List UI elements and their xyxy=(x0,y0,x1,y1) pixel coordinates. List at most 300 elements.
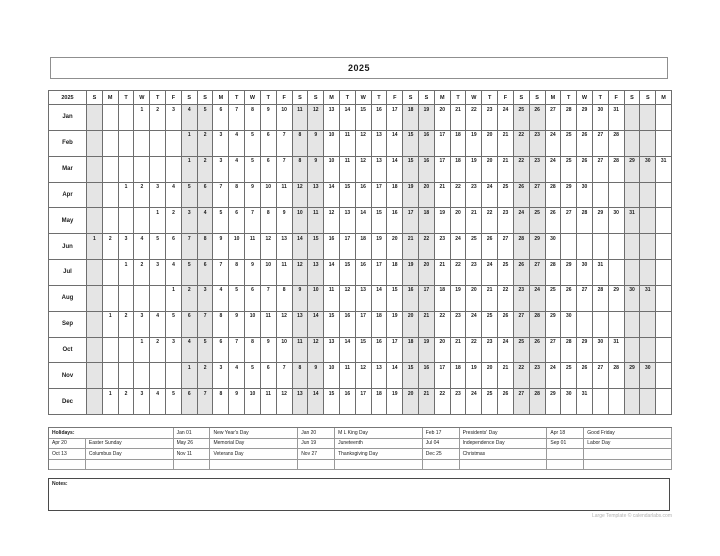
day-cell: 3 xyxy=(166,105,182,131)
day-cell: 9 xyxy=(261,338,277,364)
day-cell xyxy=(625,260,641,286)
day-cell xyxy=(577,234,593,260)
day-cell: 3 xyxy=(213,363,229,389)
day-cell: 21 xyxy=(498,157,514,183)
day-cell: 5 xyxy=(245,131,261,157)
day-of-week-header: F xyxy=(498,91,514,105)
day-cell: 15 xyxy=(403,157,419,183)
day-cell: 28 xyxy=(593,286,609,312)
day-cell: 12 xyxy=(340,286,356,312)
day-cell xyxy=(87,363,103,389)
day-cell: 31 xyxy=(625,208,641,234)
day-cell: 1 xyxy=(119,260,135,286)
day-cell xyxy=(640,338,656,364)
day-cell xyxy=(577,312,593,338)
day-cell: 2 xyxy=(198,157,214,183)
day-of-week-header: S xyxy=(403,91,419,105)
day-cell xyxy=(103,286,119,312)
day-cell xyxy=(150,157,166,183)
day-cell: 8 xyxy=(229,260,245,286)
day-cell: 11 xyxy=(308,208,324,234)
day-cell xyxy=(640,234,656,260)
day-of-week-header: S xyxy=(198,91,214,105)
day-cell: 12 xyxy=(308,338,324,364)
day-cell xyxy=(625,131,641,157)
day-cell: 15 xyxy=(403,363,419,389)
day-cell: 13 xyxy=(293,389,309,415)
day-cell: 25 xyxy=(561,131,577,157)
holiday-date: Sep 01 xyxy=(547,439,584,450)
notes-box xyxy=(48,478,670,511)
day-cell: 11 xyxy=(245,234,261,260)
day-cell: 4 xyxy=(166,260,182,286)
holiday-date: Feb 17 xyxy=(423,428,460,439)
day-cell xyxy=(103,338,119,364)
day-cell: 8 xyxy=(277,286,293,312)
day-cell: 8 xyxy=(245,105,261,131)
holiday-name: Veterans Day xyxy=(210,449,298,460)
day-cell: 14 xyxy=(356,208,372,234)
day-cell: 19 xyxy=(403,183,419,209)
day-cell: 31 xyxy=(640,286,656,312)
day-cell: 24 xyxy=(546,363,562,389)
day-cell: 11 xyxy=(340,131,356,157)
day-cell: 26 xyxy=(577,363,593,389)
day-cell xyxy=(103,131,119,157)
month-label-mar: Mar xyxy=(49,157,87,183)
holidays-table xyxy=(48,427,672,470)
year-title-text: 2025 xyxy=(347,63,371,73)
day-cell: 15 xyxy=(372,208,388,234)
day-cell: 28 xyxy=(609,157,625,183)
day-of-week-header: S xyxy=(308,91,324,105)
holiday-date xyxy=(298,460,335,471)
day-cell: 23 xyxy=(466,183,482,209)
day-cell: 20 xyxy=(419,183,435,209)
day-cell: 12 xyxy=(356,131,372,157)
day-cell: 6 xyxy=(166,234,182,260)
day-cell: 9 xyxy=(308,157,324,183)
day-cell: 11 xyxy=(293,338,309,364)
day-cell: 21 xyxy=(403,234,419,260)
month-label-aug: Aug xyxy=(49,286,87,312)
day-cell: 22 xyxy=(435,312,451,338)
day-cell: 3 xyxy=(150,260,166,286)
day-cell xyxy=(87,286,103,312)
day-cell xyxy=(609,183,625,209)
day-cell xyxy=(640,208,656,234)
day-cell: 28 xyxy=(546,260,562,286)
day-cell xyxy=(593,234,609,260)
day-cell xyxy=(103,183,119,209)
month-label-nov: Nov xyxy=(49,363,87,389)
day-cell: 17 xyxy=(356,389,372,415)
day-cell: 1 xyxy=(134,105,150,131)
day-cell xyxy=(87,338,103,364)
day-cell: 12 xyxy=(356,157,372,183)
day-cell: 1 xyxy=(87,234,103,260)
day-cell xyxy=(640,183,656,209)
day-cell xyxy=(656,105,672,131)
day-cell: 16 xyxy=(372,338,388,364)
day-cell: 22 xyxy=(514,363,530,389)
day-of-week-header: W xyxy=(577,91,593,105)
day-cell: 29 xyxy=(577,105,593,131)
day-cell: 30 xyxy=(625,286,641,312)
day-cell: 13 xyxy=(372,131,388,157)
day-cell: 26 xyxy=(546,208,562,234)
day-cell: 13 xyxy=(324,105,340,131)
day-cell: 4 xyxy=(213,286,229,312)
day-cell: 10 xyxy=(277,338,293,364)
day-cell: 21 xyxy=(451,105,467,131)
day-of-week-header: M xyxy=(656,91,672,105)
day-cell: 22 xyxy=(451,260,467,286)
day-cell: 2 xyxy=(134,260,150,286)
day-cell: 16 xyxy=(419,363,435,389)
day-cell: 14 xyxy=(372,286,388,312)
day-cell: 19 xyxy=(451,286,467,312)
day-cell xyxy=(150,131,166,157)
day-cell: 2 xyxy=(182,286,198,312)
holiday-date: Jun 19 xyxy=(298,439,335,450)
day-of-week-header: M xyxy=(103,91,119,105)
day-cell: 6 xyxy=(261,131,277,157)
month-label-feb: Feb xyxy=(49,131,87,157)
day-cell: 14 xyxy=(324,260,340,286)
day-cell: 25 xyxy=(546,286,562,312)
day-of-week-header: S xyxy=(87,91,103,105)
day-cell: 3 xyxy=(213,157,229,183)
day-cell: 14 xyxy=(387,157,403,183)
day-of-week-header: M xyxy=(324,91,340,105)
day-cell: 16 xyxy=(387,208,403,234)
day-cell: 17 xyxy=(387,105,403,131)
day-cell: 14 xyxy=(387,363,403,389)
day-cell xyxy=(561,234,577,260)
day-of-week-header: T xyxy=(340,91,356,105)
day-cell: 11 xyxy=(340,363,356,389)
day-cell xyxy=(134,131,150,157)
day-cell: 6 xyxy=(198,260,214,286)
day-cell: 13 xyxy=(293,312,309,338)
day-cell: 5 xyxy=(182,183,198,209)
day-cell xyxy=(609,389,625,415)
day-cell xyxy=(625,105,641,131)
day-cell: 26 xyxy=(530,105,546,131)
day-cell xyxy=(625,183,641,209)
day-cell: 2 xyxy=(119,389,135,415)
day-cell xyxy=(625,338,641,364)
day-cell: 27 xyxy=(498,234,514,260)
day-cell: 2 xyxy=(103,234,119,260)
day-cell: 22 xyxy=(451,183,467,209)
day-cell: 29 xyxy=(561,260,577,286)
day-cell: 31 xyxy=(577,389,593,415)
day-cell: 9 xyxy=(245,260,261,286)
day-cell: 5 xyxy=(229,286,245,312)
day-cell: 3 xyxy=(134,312,150,338)
day-cell: 28 xyxy=(530,389,546,415)
day-cell: 7 xyxy=(277,157,293,183)
day-cell: 5 xyxy=(182,260,198,286)
day-cell: 17 xyxy=(419,286,435,312)
day-cell: 12 xyxy=(293,183,309,209)
day-cell: 10 xyxy=(261,260,277,286)
day-cell: 10 xyxy=(277,105,293,131)
day-cell: 2 xyxy=(150,105,166,131)
day-of-week-header: S xyxy=(640,91,656,105)
day-cell: 28 xyxy=(546,183,562,209)
day-cell: 8 xyxy=(213,312,229,338)
day-of-week-header: T xyxy=(229,91,245,105)
day-cell: 23 xyxy=(530,157,546,183)
day-cell: 8 xyxy=(293,157,309,183)
day-cell: 27 xyxy=(546,105,562,131)
day-cell: 18 xyxy=(435,286,451,312)
day-cell xyxy=(119,363,135,389)
day-cell: 1 xyxy=(103,389,119,415)
holiday-name: Christmas xyxy=(460,449,548,460)
day-of-week-header: T xyxy=(593,91,609,105)
day-cell: 3 xyxy=(134,389,150,415)
day-of-week-header: T xyxy=(150,91,166,105)
day-cell: 23 xyxy=(482,105,498,131)
day-cell: 15 xyxy=(324,389,340,415)
day-cell: 15 xyxy=(403,131,419,157)
holiday-name: Juneteenth xyxy=(335,439,423,450)
day-cell: 8 xyxy=(293,363,309,389)
day-cell: 27 xyxy=(530,183,546,209)
day-cell: 31 xyxy=(593,260,609,286)
day-cell: 16 xyxy=(356,260,372,286)
day-cell xyxy=(593,389,609,415)
holiday-name: M L King Day xyxy=(335,428,423,439)
day-cell: 2 xyxy=(119,312,135,338)
day-cell: 11 xyxy=(261,312,277,338)
month-label-may: May xyxy=(49,208,87,234)
day-cell: 10 xyxy=(324,363,340,389)
day-cell xyxy=(87,183,103,209)
holiday-date: Jul 04 xyxy=(423,439,460,450)
day-cell: 10 xyxy=(324,131,340,157)
day-cell: 2 xyxy=(166,208,182,234)
day-cell: 23 xyxy=(451,389,467,415)
day-cell xyxy=(609,234,625,260)
day-cell: 1 xyxy=(182,363,198,389)
day-cell xyxy=(656,183,672,209)
day-cell: 20 xyxy=(435,105,451,131)
day-cell: 4 xyxy=(150,389,166,415)
day-cell xyxy=(656,131,672,157)
day-of-week-header: S xyxy=(530,91,546,105)
day-cell: 27 xyxy=(593,131,609,157)
day-cell: 26 xyxy=(577,131,593,157)
day-cell: 9 xyxy=(261,105,277,131)
day-of-week-header: W xyxy=(245,91,261,105)
day-cell: 19 xyxy=(466,131,482,157)
day-cell: 18 xyxy=(451,157,467,183)
day-cell: 29 xyxy=(577,338,593,364)
day-cell: 30 xyxy=(577,260,593,286)
day-cell: 30 xyxy=(640,363,656,389)
day-cell: 1 xyxy=(166,286,182,312)
day-cell: 24 xyxy=(546,131,562,157)
day-cell: 6 xyxy=(182,312,198,338)
day-cell: 23 xyxy=(498,208,514,234)
holiday-name: Thanksgiving Day xyxy=(335,449,423,460)
day-cell: 29 xyxy=(593,208,609,234)
day-cell xyxy=(103,208,119,234)
day-cell: 3 xyxy=(198,286,214,312)
holiday-name xyxy=(584,449,672,460)
day-of-week-header: M xyxy=(213,91,229,105)
day-cell: 24 xyxy=(546,157,562,183)
day-cell: 9 xyxy=(277,208,293,234)
day-cell: 18 xyxy=(372,312,388,338)
day-cell xyxy=(119,338,135,364)
day-cell: 12 xyxy=(261,234,277,260)
day-of-week-header: S xyxy=(419,91,435,105)
day-cell: 6 xyxy=(213,338,229,364)
day-cell: 9 xyxy=(308,131,324,157)
day-cell xyxy=(87,105,103,131)
holiday-name: New Year's Day xyxy=(210,428,298,439)
day-cell: 24 xyxy=(466,312,482,338)
day-cell: 22 xyxy=(514,131,530,157)
day-cell: 18 xyxy=(419,208,435,234)
day-cell: 13 xyxy=(340,208,356,234)
holiday-name: Presidents' Day xyxy=(460,428,548,439)
day-cell: 11 xyxy=(277,260,293,286)
day-cell: 15 xyxy=(340,183,356,209)
day-cell: 6 xyxy=(261,363,277,389)
day-cell: 29 xyxy=(625,157,641,183)
day-cell: 8 xyxy=(245,338,261,364)
day-cell: 19 xyxy=(466,157,482,183)
day-cell: 30 xyxy=(546,234,562,260)
day-cell: 18 xyxy=(451,131,467,157)
day-cell: 12 xyxy=(356,363,372,389)
day-cell: 15 xyxy=(308,234,324,260)
day-cell: 3 xyxy=(182,208,198,234)
day-cell: 4 xyxy=(150,312,166,338)
day-cell: 30 xyxy=(640,157,656,183)
day-cell: 6 xyxy=(245,286,261,312)
day-cell: 10 xyxy=(245,389,261,415)
day-cell: 5 xyxy=(213,208,229,234)
day-cell: 26 xyxy=(514,260,530,286)
day-cell: 15 xyxy=(340,260,356,286)
notes-label: Notes: xyxy=(52,481,68,487)
day-cell: 26 xyxy=(530,338,546,364)
day-cell xyxy=(609,260,625,286)
month-label-jul: Jul xyxy=(49,260,87,286)
day-cell: 17 xyxy=(435,157,451,183)
day-cell xyxy=(87,157,103,183)
day-cell: 7 xyxy=(245,208,261,234)
day-cell xyxy=(87,389,103,415)
day-cell: 29 xyxy=(530,234,546,260)
day-cell: 8 xyxy=(293,131,309,157)
holiday-date: Jan 01 xyxy=(174,428,211,439)
holiday-name xyxy=(210,460,298,471)
day-cell xyxy=(656,208,672,234)
day-cell: 18 xyxy=(372,389,388,415)
holiday-date: Dec 25 xyxy=(423,449,460,460)
holiday-name: Memorial Day xyxy=(210,439,298,450)
day-cell: 29 xyxy=(561,183,577,209)
day-cell xyxy=(166,131,182,157)
day-cell: 17 xyxy=(435,363,451,389)
day-cell: 26 xyxy=(514,183,530,209)
holiday-name: Independence Day xyxy=(460,439,548,450)
day-cell: 16 xyxy=(419,157,435,183)
holiday-name: Easter Sunday xyxy=(86,439,174,450)
day-cell: 7 xyxy=(182,234,198,260)
day-cell: 25 xyxy=(482,312,498,338)
holidays-title: Holidays: xyxy=(49,428,174,439)
day-cell: 26 xyxy=(498,389,514,415)
day-cell: 24 xyxy=(451,234,467,260)
holiday-name: Good Friday xyxy=(584,428,672,439)
year-title xyxy=(50,57,668,79)
day-cell: 5 xyxy=(245,363,261,389)
calendar-grid xyxy=(48,90,672,415)
day-cell: 27 xyxy=(514,312,530,338)
day-cell: 12 xyxy=(293,260,309,286)
day-cell xyxy=(656,260,672,286)
holiday-name: Columbus Day xyxy=(86,449,174,460)
day-cell xyxy=(150,286,166,312)
day-cell xyxy=(150,363,166,389)
day-cell: 24 xyxy=(530,286,546,312)
day-cell: 6 xyxy=(182,389,198,415)
day-cell xyxy=(640,105,656,131)
day-cell: 26 xyxy=(482,234,498,260)
day-of-week-header: T xyxy=(119,91,135,105)
day-cell: 30 xyxy=(593,338,609,364)
day-cell: 6 xyxy=(261,157,277,183)
day-cell: 21 xyxy=(435,183,451,209)
day-cell: 28 xyxy=(577,208,593,234)
day-cell: 27 xyxy=(530,260,546,286)
day-cell: 24 xyxy=(514,208,530,234)
day-cell: 8 xyxy=(229,183,245,209)
day-cell: 14 xyxy=(387,131,403,157)
day-cell: 2 xyxy=(150,338,166,364)
day-of-week-header: F xyxy=(387,91,403,105)
day-cell: 2 xyxy=(198,131,214,157)
day-cell: 19 xyxy=(403,260,419,286)
day-cell: 23 xyxy=(482,338,498,364)
day-cell: 27 xyxy=(577,286,593,312)
day-cell: 31 xyxy=(609,105,625,131)
day-cell: 25 xyxy=(482,389,498,415)
day-cell: 28 xyxy=(561,338,577,364)
day-cell: 24 xyxy=(498,105,514,131)
day-cell: 9 xyxy=(213,234,229,260)
day-cell: 31 xyxy=(656,157,672,183)
day-cell: 20 xyxy=(451,208,467,234)
day-cell: 28 xyxy=(530,312,546,338)
day-cell: 30 xyxy=(577,183,593,209)
day-cell: 25 xyxy=(466,234,482,260)
day-cell: 21 xyxy=(419,312,435,338)
day-cell: 29 xyxy=(546,312,562,338)
day-cell: 7 xyxy=(229,338,245,364)
day-cell xyxy=(656,338,672,364)
